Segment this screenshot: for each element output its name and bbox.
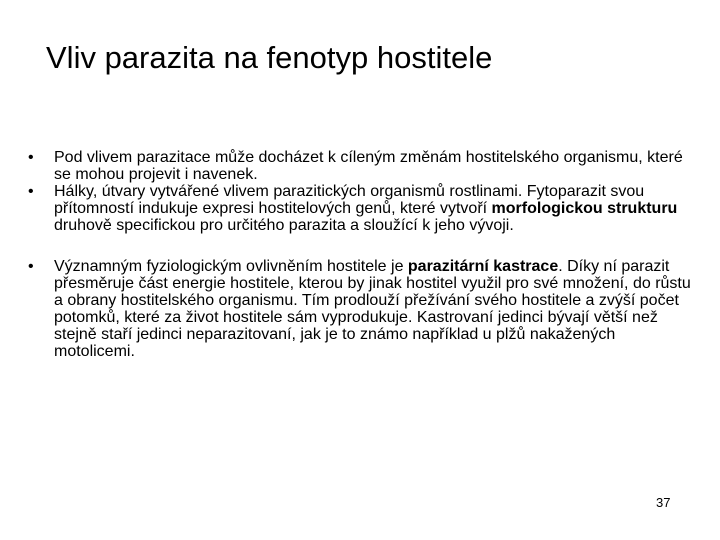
- bullet-dot: •: [28, 149, 34, 166]
- bullet-text: [54, 258, 691, 360]
- bullet-dot: •: [28, 183, 34, 200]
- bullet-item-3: [28, 258, 700, 360]
- bullet-item-2: [28, 183, 700, 234]
- bullet-text: [54, 149, 683, 183]
- bullet-item-1: [28, 149, 700, 183]
- bullet-text-segment: Významným fyziologickým ovlivněním hostitele je: [54, 258, 408, 275]
- bullet-text: [54, 183, 677, 234]
- bullet-bold-term: parazitární kastrace: [407, 258, 559, 275]
- bullet-list: [28, 149, 700, 360]
- bullet-dot: •: [28, 258, 34, 275]
- page-number: 37: [656, 495, 671, 510]
- bullet-text-segment: Hálky, útvary vytvářené vlivem parazitických organismů rostlinami. Fytoparazit svou přítomností indukuje expresi hostitelových genů, které vytvoří: [54, 183, 645, 217]
- bullet-text-segment: Pod vlivem parazitace může docházet k cíleným změnám hostitelského organismu, které se mohou projevit i navenek.: [54, 149, 683, 183]
- slide-title: Vliv parazita na fenotyp hostitele: [46, 40, 493, 75]
- bullet-bold-term: morfologickou strukturu: [491, 200, 678, 217]
- bullet-text-segment: druhově specifickou pro určitého parazita a sloužící k jeho vývoji.: [54, 217, 514, 234]
- bullet-text-segment: . Díky ní parazit přesměruje část energie hostitele, kterou by jinak hostitel využil pro své množení, do růstu a obrany hostitelského organismu. Tím prodlouží přežívání svého hostitele a zvýší počet potomků, které za život hostitele sám vyprodukuje. Kastrovaní jedinci bývají větší než stejně staří jedinci neparazitovaní, jak je to známo například u plžů nakažených motolicemi.: [54, 258, 691, 360]
